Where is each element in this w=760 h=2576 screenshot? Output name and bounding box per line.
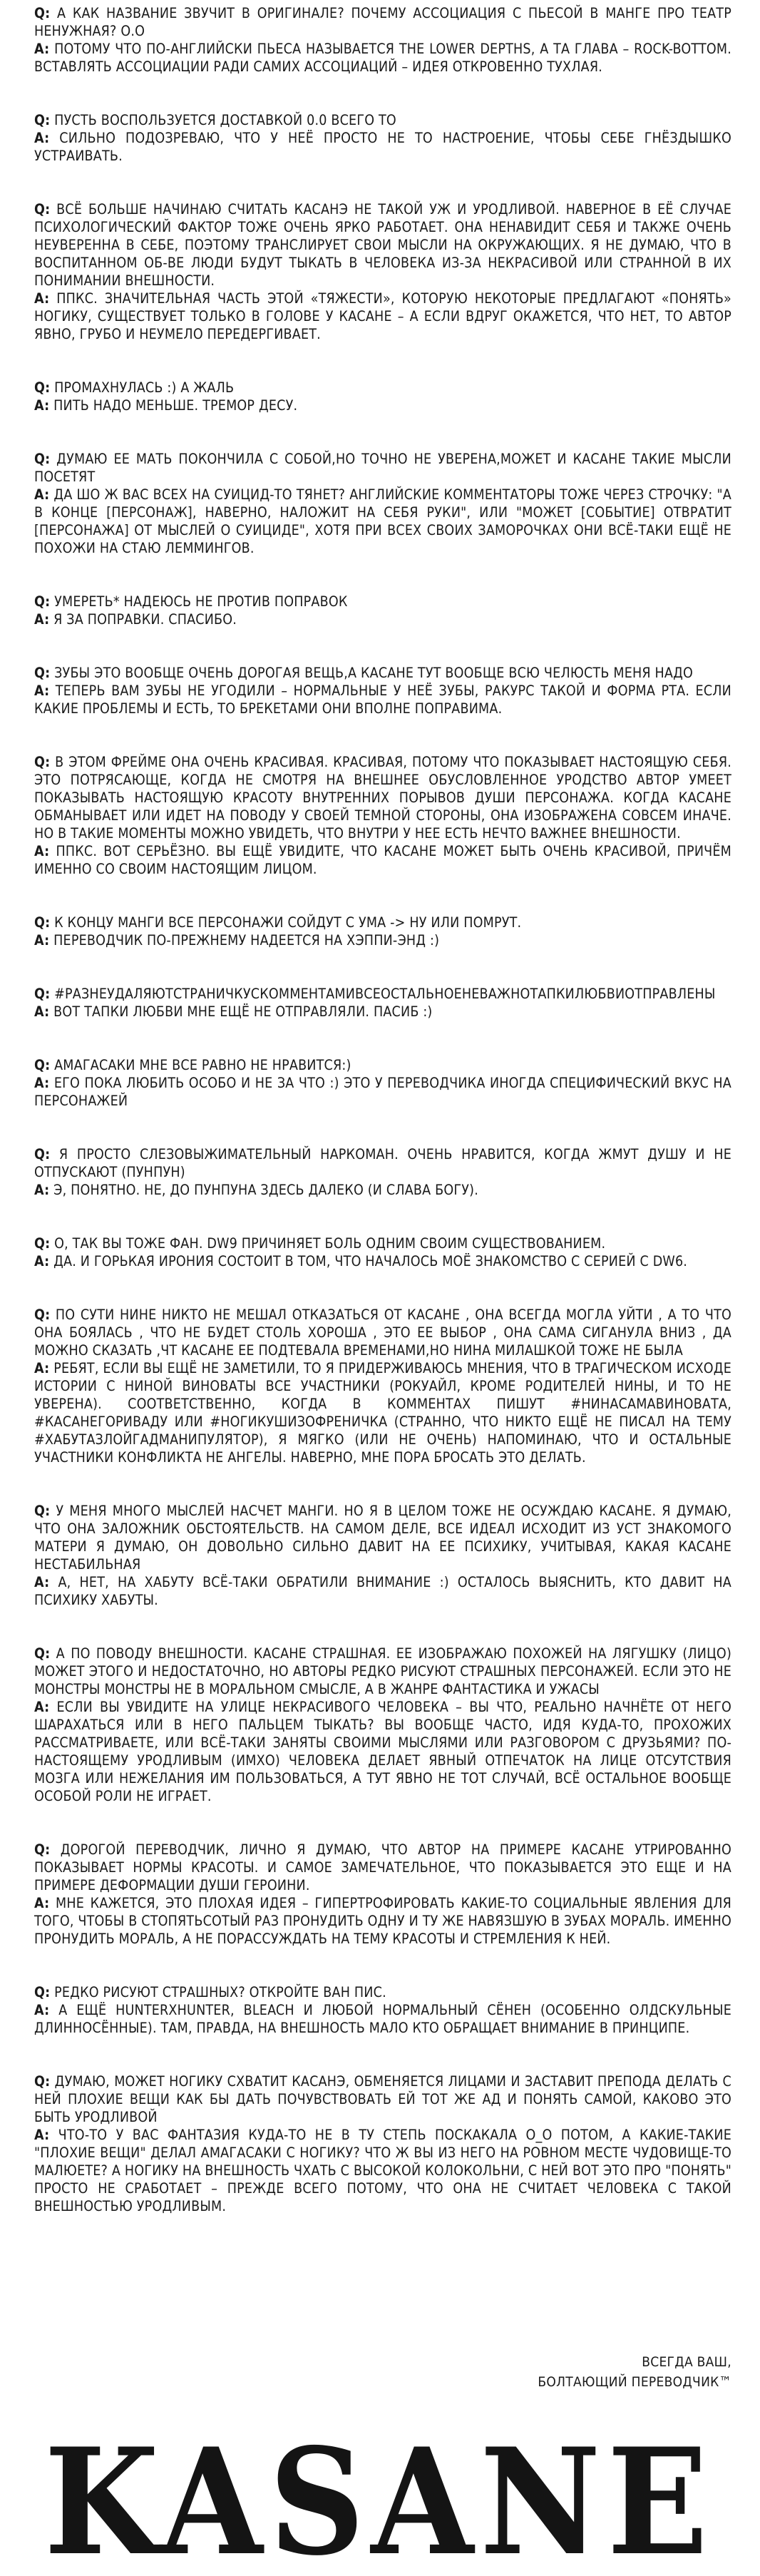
question-label: Q: [34, 665, 51, 681]
question-label: Q: [34, 2073, 51, 2090]
question [34, 753, 731, 842]
question-text: В ЭТОМ ФРЕЙМЕ ОНА ОЧЕНЬ КРАСИВАЯ. КРАСИВАЯ, ПОТОМУ ЧТО ПОКАЗЫВАЕТ НАСТОЯЩУЮ СЕБЯ. ЭТО ПОТРЯСАЮЩЕ, КОГДА НЕ СМОТРЯ НА ВНЕШНЕЕ ОБУСЛОВЛЕННОЕ УРОДСТВО АВТОР УМЕЕТ ПОКАЗЫВАТЬ НАСТОЯЩУЮ КРАСОТУ ВНУТРЕННИХ ПОРЫВОВ ДУШИ ПЕРСОНАЖА. КОГДА КАСАНЕ ОБМАНЫВАЕТ ИЛИ ИДЕТ НА ПОВОДУ У СВОЕЙ ТЕМНОЙ СТОРОНЫ, ОНА ИЗОБРАЖЕНА СОВСЕМ ИНАЧЕ. НО В ТАКИЕ МОМЕНТЫ МОЖНО УВИДЕТЬ, ЧТО ВНУТРИ У НЕЕ ЕСТЬ НЕЧТО ВАЖНЕЕ ВНЕШНОСТИ. [34, 754, 731, 842]
answer [34, 290, 731, 343]
logo-text: KASANE [44, 2439, 714, 2560]
answer [34, 486, 731, 557]
answer-text: ЕСЛИ ВЫ УВИДИТЕ НА УЛИЦЕ НЕКРАСИВОГО ЧЕЛОВЕКА – ВЫ ЧТО, РЕАЛЬНО НАЧНЁТЕ ОТ НЕГО ШАРАХАТЬСЯ ИЛИ В НЕГО ПАЛЬЦЕМ ТЫКАТЬ? ВЫ ВООБЩЕ ЧАСТО, ИДЯ КУДА-ТО, ПРОХОЖИХ РАССМАТРИВАЕТЕ, ИЛИ ВСЁ-ТАКИ ЗАНЯТЫ СВОИМИ МЫСЛЯМИ ИЛИ РАЗГОВОРОМ С ДРУЗЬЯМИ? ПО-НАСТОЯЩЕМУ УРОДЛИВЫМ (ИМХО) ЧЕЛОВЕКА ДЕЛАЕТ ЯВНЫЙ ОТПЕЧАТОК НА ЛИЦЕ ОТСУТСТВИЯ МОЗГА ИЛИ НЕЖЕЛАНИЯ ИМ ПОЛЬЗОВАТЬСЯ, А ТУТ ЯВНО НЕ ТОТ СЛУЧАЙ, ВСЁ ОСТАЛЬНОЕ ВООБЩЕ ОСОБОЙ РОЛИ НЕ ИГРАЕТ. [34, 1699, 731, 1804]
question-text: #РАЗНЕУДАЛЯЮТСТРАНИЧКУСКОММЕНТАМИВСЕОСТАЛЬНОЕНЕВАЖНОТАПКИЛЮБВИОТПРАВЛЕНЫ [54, 986, 716, 1002]
question-text: ДОРОГОЙ ПЕРЕВОДЧИК, ЛИЧНО Я ДУМАЮ, ЧТО АВТОР НА ПРИМЕРЕ КАСАНЕ УТРИРОВАННО ПОКАЗЫВАЕТ НОРМЫ КРАСОТЫ. И САМОЕ ЗАМЕЧАТЕЛЬНОЕ, ЧТО ПОКАЗЫВАЕТСЯ ЭТО ЕЩЕ И НА ПРИМЕРЕ ДЕФОРМАЦИИ ДУШИ ГЕРОИНИ. [34, 1841, 731, 1893]
question-label: Q: [34, 593, 51, 610]
qa-list [34, 4, 731, 2251]
qa-block [34, 1645, 731, 1805]
question-label: Q: [34, 112, 51, 128]
question [34, 1645, 731, 1698]
answer-label: A: [34, 397, 50, 414]
question-label: Q: [34, 986, 51, 1002]
answer [34, 610, 731, 628]
question [34, 4, 731, 40]
answer [34, 40, 731, 76]
qa-block [34, 1056, 731, 1110]
answer-label: A: [34, 1253, 50, 1269]
question-label: Q: [34, 1841, 51, 1858]
question-text: ПУСТЬ ВОСПОЛЬЗУЕТСЯ ДОСТАВКОЙ 0.0 ВСЕГО ТО [54, 112, 396, 128]
answer-text: Э, ПОНЯТНО. НЕ, ДО ПУНПУНА ЗДЕСЬ ДАЛЕКО (И СЛАВА БОГУ). [53, 1182, 478, 1198]
question [34, 593, 731, 610]
answer-text: ВОТ ТАПКИ ЛЮБВИ МНЕ ЕЩЁ НЕ ОТПРАВЛЯЛИ. ПАСИБ :) [53, 1003, 433, 1020]
qa-block [34, 2072, 731, 2215]
answer-text: ТЕПЕРЬ ВАМ ЗУБЫ НЕ УГОДИЛИ – НОРМАЛЬНЫЕ У НЕЁ ЗУБЫ, РАКУРС ТАКОЙ И ФОРМА РТА. ЕСЛИ КАКИЕ ПРОБЛЕМЫ И ЕСТЬ, ТО БРЕКЕТАМИ ОНИ ВПОЛНЕ ПОПРАВИМА. [34, 683, 731, 717]
question [34, 379, 731, 397]
question [34, 1841, 731, 1894]
qa-block [34, 753, 731, 878]
answer-text: ДА. И ГОРЬКАЯ ИРОНИЯ СОСТОИТ В ТОМ, ЧТО НАЧАЛОСЬ МОЁ ЗНАКОМСТВО С СЕРИЕЙ С DW6. [53, 1253, 688, 1269]
answer-label: A: [34, 486, 50, 503]
answer-text: ППКС. ЗНАЧИТЕЛЬНАЯ ЧАСТЬ ЭТОЙ «ТЯЖЕСТИ», КОТОРУЮ НЕКОТОРЫЕ ПРЕДЛАГАЮТ «ПОНЯТЬ» НОГИКУ, СУЩЕСТВУЕТ ТОЛЬКО В ГОЛОВЕ У КАСАНЕ – А ЕСЛИ ВДРУГ ОКАЖЕТСЯ, ЧТО НЕТ, ТО АВТОР ЯВНО, ГРУБО И НЕУМЕЛО ПЕРЕДЕРГИВАЕТ. [34, 290, 731, 342]
answer [34, 1181, 731, 1199]
question-text: АМАГАСАКИ МНЕ ВСЕ РАВНО НЕ НРАВИТСЯ:) [54, 1057, 351, 1073]
answer [34, 2126, 731, 2215]
question-label: Q: [34, 1057, 51, 1073]
answer-text: ДА ШО Ж ВАС ВСЕХ НА СУИЦИД-ТО ТЯНЕТ? АНГЛИЙСКИЕ КОММЕНТАТОРЫ ТОЖЕ ЧЕРЕЗ СТРОЧКУ: "А В КОНЦЕ [ПЕРСОНАЖ], НАВЕРНО, НАЛОЖИТ НА СЕБЯ РУКИ", ИЛИ "МОЖЕТ [СОБЫТИЕ] ОТВРАТИТ [ПЕРСОНАЖА] ОТ МЫСЛЕЙ О СУИЦИДЕ", ХОТЯ ПРИ ВСЕХ СВОИХ ЗАМОРОЧКАХ ОНИ ВСЁ-ТАКИ ЕЩЁ НЕ ПОХОЖИ НА СТАЮ ЛЕММИНГОВ. [34, 486, 731, 556]
question-text: УМЕРЕТЬ* НАДЕЮСЬ НЕ ПРОТИВ ПОПРАВОК [54, 593, 348, 610]
question-text: К КОНЦУ МАНГИ ВСЕ ПЕРСОНАЖИ СОЙДУТ С УМА -> НУ ИЛИ ПОМРУТ. [54, 914, 522, 931]
answer-label: A: [34, 290, 50, 307]
question-text: У МЕНЯ МНОГО МЫСЛЕЙ НАСЧЕТ МАНГИ. НО Я В ЦЕЛОМ ТОЖЕ НЕ ОСУЖДАЮ КАСАНЕ. Я ДУМАЮ, ЧТО ОНА ЗАЛОЖНИК ОБСТОЯТЕЛЬСТВ. НА САМОМ ДЕЛЕ, ВСЕ ИДЕАЛ ИСХОДИТ ИЗ УСТ ЗНАКОМОГО МАТЕРИ Я ДУМАЮ, ОН ДОВОЛЬНО СИЛЬНО ДАВИТ НА ЕЕ ПСИХИКУ, УЧИТЫВАЯ, КАКАЯ КАСАНЕ НЕСТАБИЛЬНАЯ [34, 1503, 731, 1573]
answer-text: ПОТОМУ ЧТО ПО-АНГЛИЙСКИ ПЬЕСА НАЗЫВАЕТСЯ THE LOWER DEPTHS, А ТА ГЛАВА – ROCK-BOTTOM. ВСТАВЛЯТЬ АССОЦИАЦИИ РАДИ САМИХ АССОЦИАЦИЙ – ИДЕЯ ОТКРОВЕННО ТУХЛАЯ. [34, 41, 731, 75]
qa-block [34, 593, 731, 628]
answer-label: A: [34, 932, 50, 949]
answer [34, 682, 731, 717]
question [34, 111, 731, 129]
question-label: Q: [34, 1146, 51, 1162]
answer-text: МНЕ КАЖЕТСЯ, ЭТО ПЛОХАЯ ИДЕЯ – ГИПЕРТРОФИРОВАТЬ КАКИЕ-ТО СОЦИАЛЬНЫЕ ЯВЛЕНИЯ ДЛЯ ТОГО, ЧТОБЫ В СТОПЯТЬСОТЫЙ РАЗ ПРОНУДИТЬ ОДНУ И ТУ ЖЕ НАВЯЗШУЮ В ЗУБАХ МОРАЛЬ. ИМЕННО ПРОНУДИТЬ МОРАЛЬ, А НЕ ПОРАССУЖДАТЬ НА ТЕМУ КРАСОТЫ И СТРЕМЛЕНИЯ К НЕЙ. [34, 1895, 731, 1947]
answer-text: ЕГО ПОКА ЛЮБИТЬ ОСОБО И НЕ ЗА ЧТО :) ЭТО У ПЕРЕВОДЧИКА ИНОГДА СПЕЦИФИЧЕСКИЙ ВКУС НА ПЕРСОНАЖЕЙ [34, 1075, 731, 1109]
question-text: РЕДКО РИСУЮТ СТРАШНЫХ? ОТКРОЙТЕ ВАН ПИС. [54, 1984, 386, 2000]
qa-block [34, 1145, 731, 1199]
question [34, 1056, 731, 1074]
question-label: Q: [34, 5, 51, 21]
answer-label: A: [34, 1075, 50, 1091]
question-label: Q: [34, 379, 51, 396]
question [34, 1235, 731, 1252]
answer-label: A: [34, 1574, 50, 1590]
answer [34, 2001, 731, 2037]
answer-text: СИЛЬНО ПОДОЗРЕВАЮ, ЧТО У НЕЁ ПРОСТО НЕ ТО НАСТРОЕНИЕ, ЧТОБЫ СЕБЕ ГНЁЗДЫШКО УСТРАИВАТЬ. [34, 130, 731, 164]
question-label: Q: [34, 201, 51, 218]
answer-text: ППКС. ВОТ СЕРЬЁЗНО. ВЫ ЕЩЁ УВИДИТЕ, ЧТО КАСАНЕ МОЖЕТ БЫТЬ ОЧЕНЬ КРАСИВОЙ, ПРИЧЁМ ИМЕННО СО СВОИМ НАСТОЯЩИМ ЛИЦОМ. [34, 843, 731, 877]
qa-block [34, 664, 731, 717]
question-text: Я ПРОСТО СЛЕЗОВЫЖИМАТЕЛЬНЫЙ НАРКОМАН. ОЧЕНЬ НРАВИТСЯ, КОГДА ЖМУТ ДУШУ И НЕ ОТПУСКАЮТ (ПУНПУН) [34, 1146, 731, 1180]
signoff-line-1: ВСЕГДА ВАШ, [642, 2354, 731, 2370]
qa-block [34, 200, 731, 343]
question-text: ПО СУТИ НИНЕ НИКТО НЕ МЕШАЛ ОТКАЗАТЬСЯ ОТ КАСАНЕ , ОНА ВСЕГДА МОГЛА УЙТИ , А ТО ЧТО ОНА БОЯЛАСЬ , ЧТО НЕ БУДЕТ СТОЛЬ ХОРОША , ЭТО ЕЕ ВЫБОР , ОНА САМА СИГАНУЛА ВНИЗ , ДА МОЖНО СКАЗАТЬ ,ЧТ КАСАНЕ ЕЕ ПОДТЕВАЛА ВРЕМЕНАМИ,НО НИНА МИЛАШКОЙ ТОЖЕ НЕ БЫЛА [34, 1307, 731, 1359]
qa-block [34, 985, 731, 1021]
question-label: Q: [34, 1235, 51, 1252]
answer-label: A: [34, 843, 50, 859]
answer-label: A: [34, 2002, 50, 2018]
qa-block [34, 1502, 731, 1609]
answer-text: А, НЕТ, НА ХАБУТУ ВСЁ-ТАКИ ОБРАТИЛИ ВНИМАНИЕ :) ОСТАЛОСЬ ВЫЯСНИТЬ, КТО ДАВИТ НА ПСИХИКУ ХАБУТЫ. [34, 1574, 731, 1608]
question-label: Q: [34, 1984, 51, 2000]
question-label: Q: [34, 1307, 51, 1323]
question [34, 1502, 731, 1573]
answer-label: A: [34, 1360, 50, 1376]
question [34, 664, 731, 682]
answer [34, 1894, 731, 1948]
answer-label: A: [34, 1895, 50, 1911]
question-text: А ПО ПОВОДУ ВНЕШНОСТИ. КАСАНЕ СТРАШНАЯ. ЕЕ ИЗОБРАЖАЮ ПОХОЖЕЙ НА ЛЯГУШКУ (ЛИЦО) МОЖЕТ ЭТОГО И НЕДОСТАТОЧНО, НО АВТОРЫ РЕДКО РИСУЮТ СТРАШНЫХ ПЕРСОНАЖЕЙ. ЕСЛИ ЭТО НЕ МОНСТРЫ МОНСТРЫ НЕ В МОРАЛЬНОМ СМЫСЛЕ, А В ЖАНРЕ ФАНТАСТИКА И УЖАСЫ [34, 1645, 731, 1697]
question-text: ВСЁ БОЛЬШЕ НАЧИНАЮ СЧИТАТЬ КАСАНЭ НЕ ТАКОЙ УЖ И УРОДЛИВОЙ. НАВЕРНОЕ В ЕЁ СЛУЧАЕ ПСИХОЛОГИЧЕСКИЙ ФАКТОР ТОЖЕ ОЧЕНЬ ЯРКО РАБОТАЕТ. ОНА НЕНАВИДИТ СЕБЯ И ТАКЖЕ ОЧЕНЬ НЕУВЕРЕННА В СЕБЕ, ПОЭТОМУ ТРАНСЛИРУЕТ СВОИ МЫСЛИ НА ОКРУЖАЮЩИХ. Я НЕ ДУМАЮ, ЧТО В ВОСПИТАННОМ ОБ-ВЕ ЛЮДИ БУДУТ ТЫКАТЬ В ЧЕЛОВЕКА ИЗ-ЗА НЕКРАСИВОЙ ИЛИ СТРАННОЙ В ИХ ПОНИМАНИИ ВНЕШНОСТИ. [34, 201, 731, 289]
answer-label: A: [34, 1699, 50, 1715]
question-text: ПРОМАХНУЛАСЬ :) А ЖАЛЬ [54, 379, 235, 396]
qa-block [34, 111, 731, 165]
question [34, 1983, 731, 2001]
answer [34, 1074, 731, 1110]
answer-text: ПИТЬ НАДО МЕНЬШЕ. ТРЕМОР ДЕСУ. [53, 397, 298, 414]
question-text: ЗУБЫ ЭТО ВООБЩЕ ОЧЕНЬ ДОРОГАЯ ВЕЩЬ,А КАСАНЕ ТУТ ВООБЩЕ ВСЮ ЧЕЛЮСТЬ МЕНЯ НАДО [54, 665, 694, 681]
answer [34, 1252, 731, 1270]
qa-block [34, 1306, 731, 1466]
question-label: Q: [34, 754, 51, 770]
qa-block [34, 1841, 731, 1948]
answer-text: РЕБЯТ, ЕСЛИ ВЫ ЕЩЁ НЕ ЗАМЕТИЛИ, ТО Я ПРИДЕРЖИВАЮСЬ МНЕНИЯ, ЧТО В ТРАГИЧЕСКОМ ИСХОДЕ ИСТОРИИ С НИНОЙ ВИНОВАТЫ ВСЕ УЧАСТНИКИ (РОКУАЙЛ, КРОМЕ РОДИТЕЛЕЙ НИНЫ, И ТО НЕ УВЕРЕНА). СООТВЕТСТВЕННО, КОГДА В КОММЕНТАХ ПИШУТ #НИНАСАМАВИНОВАТА, #КАСАНЕГОРИВАДУ ИЛИ #НОГИКУШИЗОФРЕНИЧКА (СТРАННО, ЧТО НИКТО ЕЩЁ НЕ ПИСАЛ НА ТЕМУ #ХАБУТАЗЛОЙГАДМАНИПУЛЯТОР), Я МЯГКО (ИЛИ НЕ ОЧЕНЬ) НАПОМИНАЮ, ЧТО И ОСТАЛЬНЫЕ УЧАСТНИКИ КОНФЛИКТА НЕ АНГЕЛЫ. НАВЕРНО, МНЕ ПОРА БРОСАТЬ ЭТО ДЕЛАТЬ. [34, 1360, 731, 1466]
question [34, 1145, 731, 1181]
qa-block [34, 379, 731, 414]
answer [34, 1573, 731, 1609]
qa-block [34, 450, 731, 557]
answer [34, 931, 731, 949]
signoff-line-2: БОЛТАЮЩИЙ ПЕРЕВОДЧИК™ [538, 2374, 731, 2390]
qa-block [34, 4, 731, 76]
question [34, 1306, 731, 1359]
answer-label: A: [34, 1182, 50, 1198]
question-text: А КАК НАЗВАНИЕ ЗВУЧИТ В ОРИГИНАЛЕ? ПОЧЕМУ АССОЦИАЦИЯ С ПЬЕСОЙ В МАНГЕ ПРО ТЕАТР НЕНУЖНАЯ? О.О [34, 5, 731, 39]
qa-block [34, 1983, 731, 2037]
qa-block [34, 914, 731, 949]
question-label: Q: [34, 1645, 51, 1662]
answer-label: A: [34, 683, 50, 699]
question-label: Q: [34, 451, 51, 467]
answer-text: А ЕЩЁ HUNTERXHUNTER, BLEACH И ЛЮБОЙ НОРМАЛЬНЫЙ СЁНЕН (ОСОБЕННО ОЛДСКУЛЬНЫЕ ДЛИННОСЁННЫЕ). ТАМ, ПРАВДА, НА ВНЕШНОСТЬ МАЛО КТО ОБРАЩАЕТ ВНИМАНИЕ В ПРИНЦИПЕ. [34, 2002, 731, 2036]
answer-text: Я ЗА ПОПРАВКИ. СПАСИБО. [53, 611, 237, 628]
question [34, 200, 731, 290]
question [34, 914, 731, 931]
question-label: Q: [34, 1503, 51, 1519]
question [34, 2072, 731, 2126]
question [34, 450, 731, 486]
question-label: Q: [34, 914, 51, 931]
answer-label: A: [34, 1003, 50, 1020]
signoff [538, 2352, 731, 2392]
answer-label: A: [34, 130, 50, 146]
answer-text: ПЕРЕВОДЧИК ПО-ПРЕЖНЕМУ НАДЕЕТСЯ НА ХЭППИ-ЭНД :) [53, 932, 440, 949]
answer [34, 842, 731, 878]
answer-label: A: [34, 2127, 50, 2143]
question-text: ДУМАЮ, МОЖЕТ НОГИКУ СХВАТИТ КАСАНЭ, ОБМЕНЯЕТСЯ ЛИЦАМИ И ЗАСТАВИТ ПРЕПОДА ДЕЛАТЬ С НЕЙ ПЛОХИЕ ВЕЩИ КАК БЫ ДАТЬ ПОЧУВСТВОВАТЬ ЕЙ ТОТ ЖЕ АД И ПОНЯТЬ САМОЙ, КАКОВО ЭТО БЫТЬ УРОДЛИВОЙ [34, 2073, 731, 2125]
answer [34, 129, 731, 165]
answer [34, 1003, 731, 1021]
answer [34, 397, 731, 414]
kasane-logo [37, 2439, 722, 2560]
answer-text: ЧТО-ТО У ВАС ФАНТАЗИЯ КУДА-ТО НЕ В ТУ СТЕПЬ ПОСКАКАЛА О_О ПОТОМ, А КАКИЕ-ТАКИЕ "ПЛОХИЕ ВЕЩИ" ДЕЛАЛ АМАГАСАКИ С НОГИКУ? ЧТО Ж ВЫ ИЗ НЕГО НА РОВНОМ МЕСТЕ ЧУДОВИЩЕ-ТО МАЛЮЕТЕ? А НОГИКУ НА ВНЕШНОСТЬ ЧХАТЬ С ВЫСОКОЙ КОЛОКОЛЬНИ, С НЕЙ ВОТ ЭТО ПРО "ПОНЯТЬ" ПРОСТО НЕ СРАБОТАЕТ – ПРЕЖДЕ ВСЕГО ПОТОМУ, ЧТО ОНА НЕ СЧИТАЕТ ЧЕЛОВЕКА С ТАКОЙ ВНЕШНОСТЬЮ УРОДЛИВЫМ. [34, 2127, 731, 2214]
qa-block [34, 1235, 731, 1270]
answer-label: A: [34, 41, 50, 57]
question-text: ДУМАЮ ЕЕ МАТЬ ПОКОНЧИЛА С СОБОЙ,НО ТОЧНО НЕ УВЕРЕНА,МОЖЕТ И КАСАНЕ ТАКИЕ МЫСЛИ ПОСЕТЯТ [34, 451, 731, 485]
answer [34, 1698, 731, 1805]
answer [34, 1359, 731, 1466]
answer-label: A: [34, 611, 50, 628]
question [34, 985, 731, 1003]
question-text: О, ТАК ВЫ ТОЖЕ ФАН. DW9 ПРИЧИНЯЕТ БОЛЬ ОДНИМ СВОИМ СУЩЕСТВОВАНИЕМ. [54, 1235, 606, 1252]
